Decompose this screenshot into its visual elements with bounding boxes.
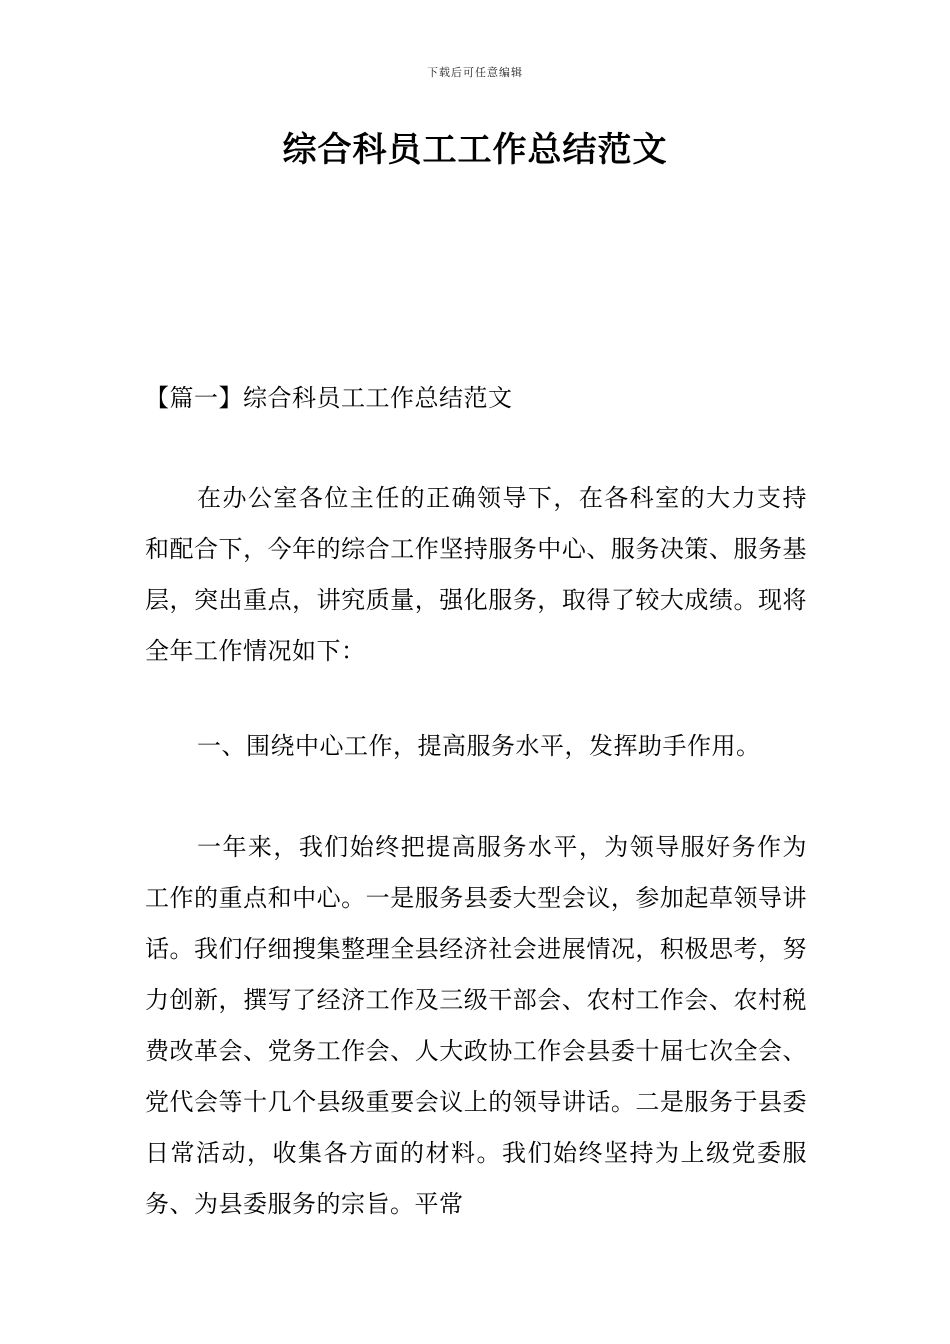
body-paragraph-one: 一年来，我们始终把提高服务水平，为领导服好务作为工作的重点和中心。一是服务县委大型会议，参加起草领导讲话。我们仔细搜集整理全县经济社会进展情况，积极思考，努力创新，撰写了经济工作及三级干部会、农村工作会、农村税费改革会、党务工作会、人大政协工作会县委十届七次全会、党代会等十几个县级重要会议上的领导讲话。二是服务于县委日常活动，收集各方面的材料。我们始终坚持为上级党委服务、为县委服务的宗旨。平常	[145, 833, 807, 1218]
section-heading: 【篇一】综合科员工工作总结范文	[145, 384, 513, 412]
point-one-heading: 一、围绕中心工作，提高服务水平，发挥助手作用。	[197, 732, 761, 760]
header-note: 下载后可任意编辑	[427, 66, 523, 79]
document-title: 综合科员工工作总结范文	[282, 130, 668, 170]
intro-paragraph: 在办公室各位主任的正确领导下，在各科室的大力支持和配合下，今年的综合工作坚持服务中心、服务决策、服务基层，突出重点，讲究质量，强化服务，取得了较大成绩。现将全年工作情况如下：	[145, 484, 807, 665]
